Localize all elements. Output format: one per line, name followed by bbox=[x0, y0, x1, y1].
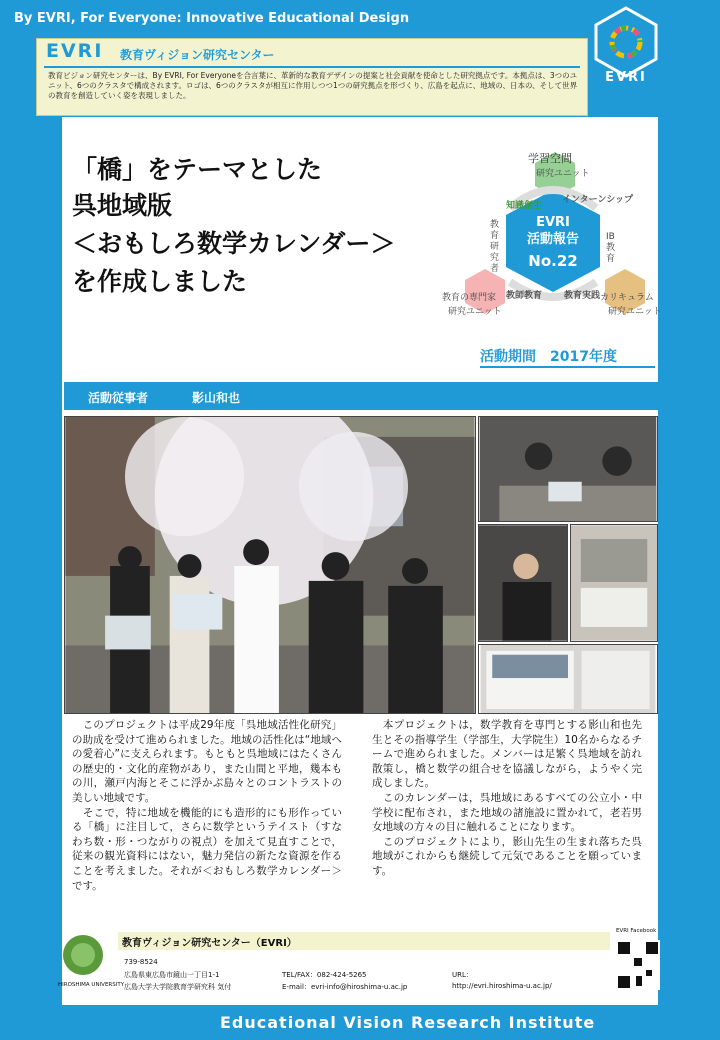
email[interactable]: E-mail：evri-info@hiroshima-u.ac.jp bbox=[282, 983, 408, 991]
unit-label-learning: 学習空間 bbox=[528, 152, 572, 165]
unit-sub-expert: 研究ユニット bbox=[448, 307, 502, 317]
address-line-2: 広島大学大学院教育学研究科 気付 bbox=[124, 983, 232, 991]
title-line-1: 「橋」をテーマとした bbox=[72, 155, 323, 184]
group-photo bbox=[64, 416, 476, 714]
divider bbox=[44, 66, 580, 68]
unit-label-expert: 教育の専門家 bbox=[442, 293, 497, 303]
facebook-label: EVRI Facebook bbox=[616, 928, 657, 934]
cluster-teacher-ed: 教師教育 bbox=[506, 291, 543, 301]
qr-code-icon[interactable] bbox=[616, 940, 660, 990]
period-value: 2017年度 bbox=[550, 349, 617, 365]
activity-period bbox=[480, 346, 617, 366]
address-line-1: 広島県東広島市鏡山一丁目1-1 bbox=[124, 971, 220, 979]
title-line-2: 呉地域版 bbox=[72, 191, 173, 220]
cluster-internship: インターンシップ bbox=[562, 195, 634, 205]
university-name: HIROSHIMA UNIVERSITY bbox=[58, 982, 125, 988]
university-emblem-icon bbox=[62, 934, 104, 976]
staff-name: 影山和也 bbox=[192, 391, 241, 405]
cluster-researcher: 教育研究者 bbox=[490, 220, 500, 274]
period-label: 活動期間 bbox=[480, 349, 536, 365]
logo-label: EVRI bbox=[605, 70, 647, 85]
badge-brand: EVRI bbox=[536, 215, 570, 230]
postal-code: 739-8524 bbox=[124, 958, 158, 966]
unit-diagram bbox=[440, 142, 670, 332]
staff-label: 活動従事者 bbox=[88, 391, 149, 405]
unit-sub-curriculum: 研究ユニット bbox=[608, 307, 662, 317]
cluster-ib: IB教育 bbox=[606, 232, 616, 264]
cluster-knowledge: 知識創生 bbox=[506, 201, 543, 211]
tagline: By EVRI, For Everyone: Innovative Educational Design bbox=[14, 11, 410, 26]
photo-calendar-closeup bbox=[570, 524, 658, 642]
url-label: URL： bbox=[452, 971, 473, 979]
tel-fax: TEL/FAX：082-424-5265 bbox=[282, 971, 367, 979]
photo-meeting bbox=[478, 416, 658, 522]
center-name: 教育ヴィジョン研究センター bbox=[120, 48, 275, 62]
unit-label-curriculum: カリキュラム bbox=[600, 293, 654, 303]
title-line-3: ＜おもしろ数学カレンダー＞ bbox=[72, 229, 396, 258]
cluster-practice: 教育実践 bbox=[564, 291, 601, 301]
footer-title: 教育ヴィジョン研究センター（EVRI） bbox=[118, 932, 610, 950]
brand-name: EVRI bbox=[46, 40, 104, 62]
badge-report: 活動報告 bbox=[526, 232, 579, 247]
staff-bar bbox=[64, 382, 658, 410]
url-link[interactable]: http://evri.hiroshima-u.ac.jp/ bbox=[452, 982, 552, 990]
unit-sub-learning: 研究ユニット bbox=[536, 169, 590, 179]
badge-number: No.22 bbox=[528, 252, 578, 270]
title-line-4: を作成しました bbox=[72, 267, 248, 296]
body-column-1: このプロジェクトは平成29年度「呉地域活性化研究」の助成を受けて進められました。地域の活性化は“地域への愛着心”に支えられます。もともと呉地域にはたくさんの歴史的・文化的産物があり，また山間と平地，幾本もの川，瀬戸内海とそこに浮かぶ島々とのコントラストの美しい地域です。 そこで，特に地域を機能的にも造形的にも形作っている「橋」に注目して，さらに数学というテイスト（すなわち数・形・つながりの視点）を加えて見直すことで，従来の観光資料にはない，魅力発信の新たな資源を作ることを考えました。それが＜おもしろ数学カレンダー＞です。 bbox=[72, 719, 342, 892]
period-underline bbox=[480, 366, 655, 368]
photo-calendar-pages bbox=[478, 644, 658, 714]
photo-presenter bbox=[478, 524, 568, 642]
intro-text: 教育ビジョン研究センターは、By EVRI, For Everyoneを合言葉に、革新的な教育デザインの提案と社会貢献を使命とした研究拠点です。本拠点は、3つのユニット、6つのクラスタで構成されます。ロゴは、6つのクラスタが相互に作用しつつ1つの研究拠点を形づくり、広島を起点に、地域の、日本の、そして世界の教育を創造していく姿を表現しました。 bbox=[48, 71, 578, 100]
institute-name-footer: Educational Vision Research Institute bbox=[220, 1013, 596, 1032]
body-column-2: 本プロジェクトは，数学教育を専門とする影山和也先生とその指導学生（学部生，大学院生）10名からなるチームで進められました。メンバーは足繁く呉地域を訪れ散策し，橋と数学の組合せを協議しながら，ようやく完成しました。 このカレンダーは，呉地域にあるすべての公立小・中学校に配布され，また地域の諸施設に置かれて，老若男女地域の方々の目に触れることになります。 このプロジェクトにより，影山先生の生まれ落ちた呉地域がこれからも継続して元気であることを願っています。 bbox=[372, 719, 642, 877]
